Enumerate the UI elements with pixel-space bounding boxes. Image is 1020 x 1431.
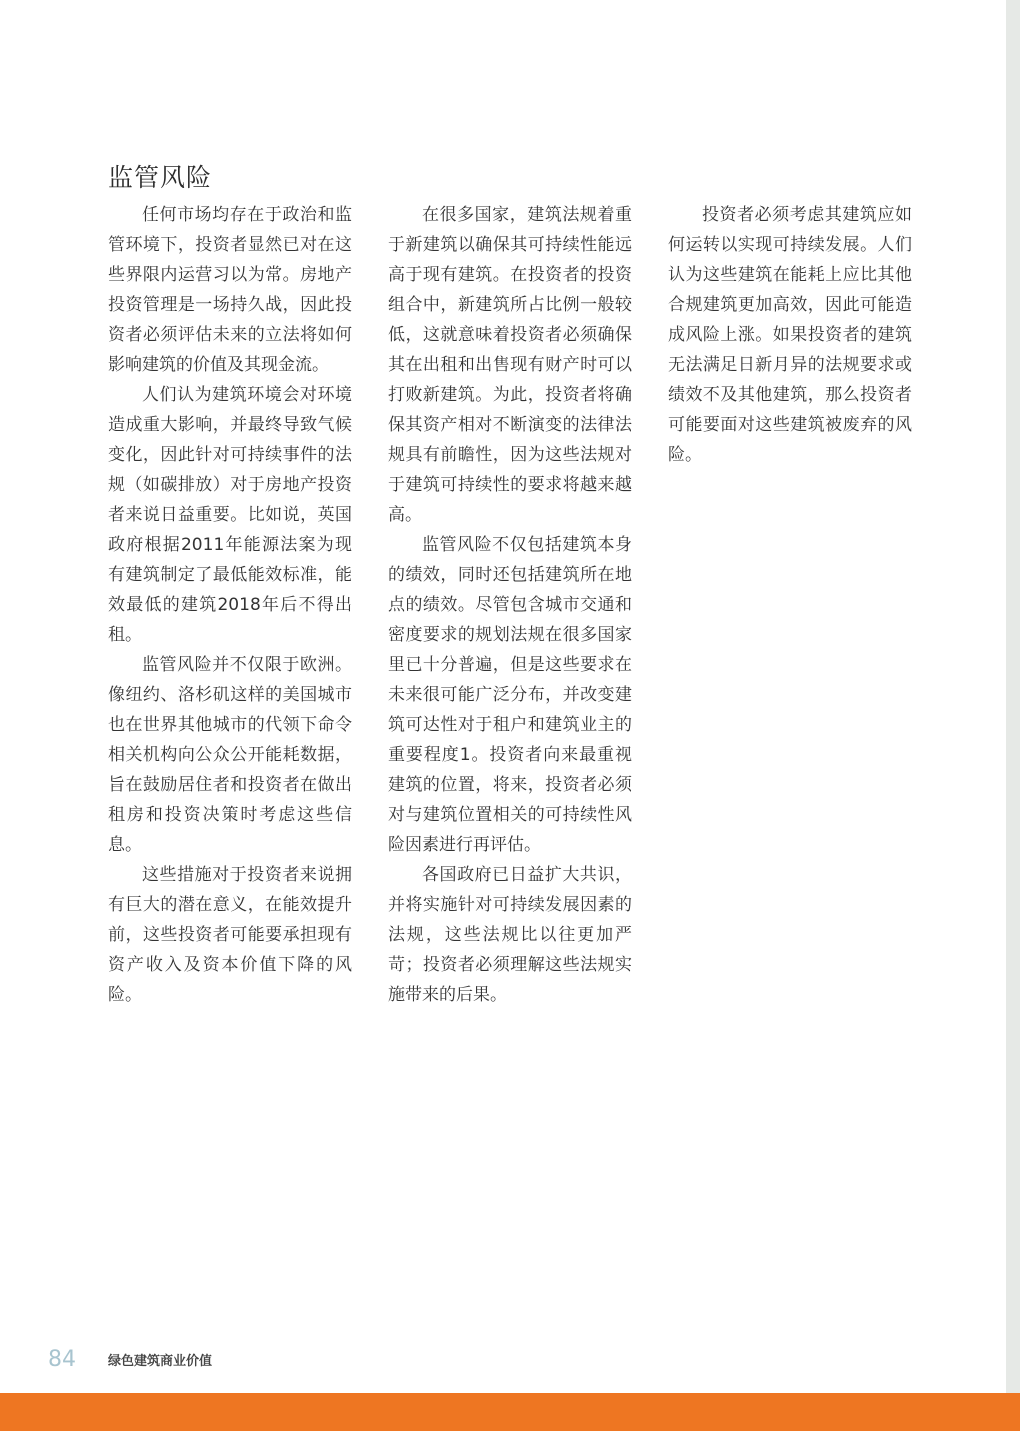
page-number: 84 — [48, 1347, 76, 1372]
text-column-2 — [388, 200, 632, 1010]
paragraph: 任何市场均存在于政治和监管环境下，投资者显然已对在这些界限内运营习以为常。房地产投资管理是一场持久战，因此投资者必须评估未来的立法将如何影响建筑的价值及其现金流。 — [108, 205, 352, 375]
paragraph: 在很多国家，建筑法规着重于新建筑以确保其可持续性能远高于现有建筑。在投资者的投资组合中，新建筑所占比例一般较低，这就意味着投资者必须确保其在出租和出售现有财产时可以打败新建筑。为此，投资者将确保其资产相对不断演变的法律法规具有前瞻性，因为这些法规对于建筑可持续性的要求将越来越高。 — [388, 205, 632, 525]
paragraph: 各国政府已日益扩大共识，并将实施针对可持续发展因素的法规，这些法规比以往更加严苛；投资者必须理解这些法规实施带来的后果。 — [388, 865, 632, 1005]
paragraph: 人们认为建筑环境会对环境造成重大影响，并最终导致气候变化，因此针对可持续事件的法规（如碳排放）对于房地产投资者来说日益重要。比如说，英国政府根据2011年能源法案为现有建筑制定了最低能效标准，能效最低的建筑2018年后不得出租。 — [108, 385, 352, 645]
text-column-3 — [668, 200, 912, 470]
paragraph: 投资者必须考虑其建筑应如何运转以实现可持续发展。人们认为这些建筑在能耗上应比其他合规建筑更加高效，因此可能造成风险上涨。如果投资者的建筑无法满足日新月异的法规要求或绩效不及其他建筑，那么投资者可能要面对这些建筑被废弃的风险。 — [668, 205, 912, 465]
paragraph: 这些措施对于投资者来说拥有巨大的潜在意义，在能效提升前，这些投资者可能要承担现有资产收入及资本价值下降的风险。 — [108, 865, 352, 1005]
paragraph: 监管风险不仅包括建筑本身的绩效，同时还包括建筑所在地点的绩效。尽管包含城市交通和密度要求的规划法规在很多国家里已十分普遍，但是这些要求在未来很可能广泛分布，并改变建筑可达性对于租户和建筑业主的重要程度1。投资者向来最重视建筑的位置，将来，投资者必须对与建筑位置相关的可持续性风险因素进行再评估。 — [388, 535, 632, 855]
paragraph: 监管风险并不仅限于欧洲。像纽约、洛杉矶这样的美国城市也在世界其他城市的代领下命令相关机构向公众公开能耗数据，旨在鼓励居住者和投资者在做出租房和投资决策时考虑这些信息。 — [108, 655, 352, 855]
section-title: 监管风险 — [108, 163, 213, 192]
footer-accent-bar — [0, 1393, 1020, 1431]
side-decorative-strip — [1006, 0, 1020, 1393]
footer-book-title: 绿色建筑商业价值 — [108, 1354, 213, 1369]
text-column-1 — [108, 200, 352, 1010]
